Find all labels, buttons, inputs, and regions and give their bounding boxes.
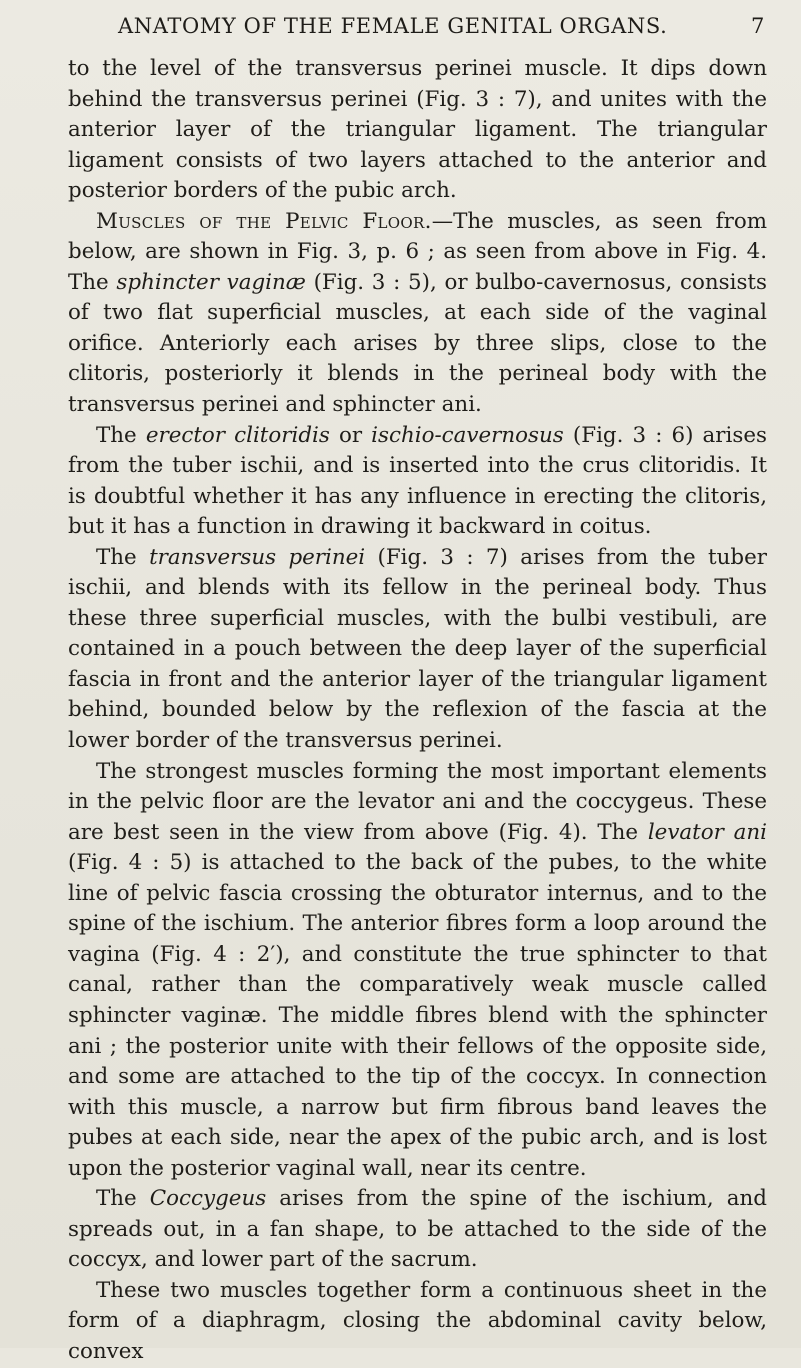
paragraph <box>68 54 767 207</box>
page-number: 7 <box>751 14 765 38</box>
italic-term: ischio-cavernosus <box>371 422 564 448</box>
text-run: The <box>96 544 150 570</box>
paragraph <box>68 1184 767 1276</box>
text-run: The strongest muscles forming the most important elements in the pelvic floor are the levator ani and the coccygeus. These are best seen in the view from above (Fig. 4). The <box>68 758 767 845</box>
paragraph <box>68 1276 767 1368</box>
body-text <box>68 54 767 1368</box>
section-heading: Muscles of the Pelvic Floor. <box>96 208 432 234</box>
text-run: (Fig. 4 : 5) is attached to the back of the pubes, to the white line of pelvic fascia crossing the obturator internus, and to the spine of the ischium. The anterior fibres form a loop around the vagina (Fig. 4 : 2′), and constitute the true sphincter to that canal, rather than the comparatively weak muscle called sphincter vaginæ. The middle fibres blend with the sphincter ani ; the posterior unite with their fellows of the opposite side, and some are attached to the tip of the coccyx. In connection with this muscle, a narrow but firm fibrous band leaves the pubes at each side, near the apex of the pubic arch, and is lost upon the posterior vaginal wall, near its centre. <box>68 850 767 1181</box>
text-run: arises from the spine of the ischium, and spreads out, in a fan shape, to be attached to the side of the coccyx, and lower part of the sacrum. <box>68 1186 767 1273</box>
text-run: The <box>96 422 146 448</box>
text-run: The <box>96 1186 150 1212</box>
text-run: (Fig. 3 : 7) arises from the tuber ischii, and blends with its fellow in the perineal body. Thus these three superficial muscles, with the bulbi vestibuli, are contained in a pouch between the deep layer of the superficial fascia in front and the anterior layer of the triangular ligament behind, bounded below by the reflexion of the fascia at the lower border of the transversus perinei. <box>68 544 767 754</box>
italic-term: erector clitoridis <box>145 422 330 448</box>
text-run: (Fig. 3 : 6) arises from the tuber ischii, and is inserted into the crus clitoridis. It is doubtful whether it has any influence in erecting the clitoris, but it has a function in drawing it backward in coitus. <box>68 422 767 540</box>
paragraph <box>68 757 767 1185</box>
text-run: to the level of the transversus perinei muscle. It dips down behind the transversus perinei (Fig. 3 : 7), and unites with the anterior layer of the triangular ligament. The triangular ligament consists of two layers attached to the anterior and posterior borders of the pubic arch. <box>68 56 767 204</box>
paragraph <box>68 543 767 757</box>
running-head <box>118 14 765 44</box>
text-run: or <box>329 422 372 448</box>
paragraph <box>68 207 767 421</box>
italic-term: transversus perinei <box>149 544 366 570</box>
italic-term: levator ani <box>647 819 767 845</box>
text-run: —The muscles, as seen from below, are shown in Fig. 3, p. 6 ; as seen from above in Fig. 4. The <box>68 208 767 295</box>
text-run: (Fig. 3 : 5), or bulbo-cavernosus, consists of two flat superficial muscles, at each side of the vaginal orifice. Anteriorly each arises by three slips, close to the clitoris, posteriorly it blends in the perineal body with the transversus perinei and sphincter ani. <box>68 269 767 418</box>
paragraph <box>68 421 767 543</box>
italic-term: sphincter vaginæ <box>116 269 306 295</box>
text-run: These two muscles together form a continuous sheet in the form of a diaphragm, closing the abdominal cavity below, convex <box>68 1277 767 1364</box>
italic-term: Coccygeus <box>149 1186 267 1212</box>
running-title: ANATOMY OF THE FEMALE GENITAL ORGANS. <box>118 14 668 38</box>
